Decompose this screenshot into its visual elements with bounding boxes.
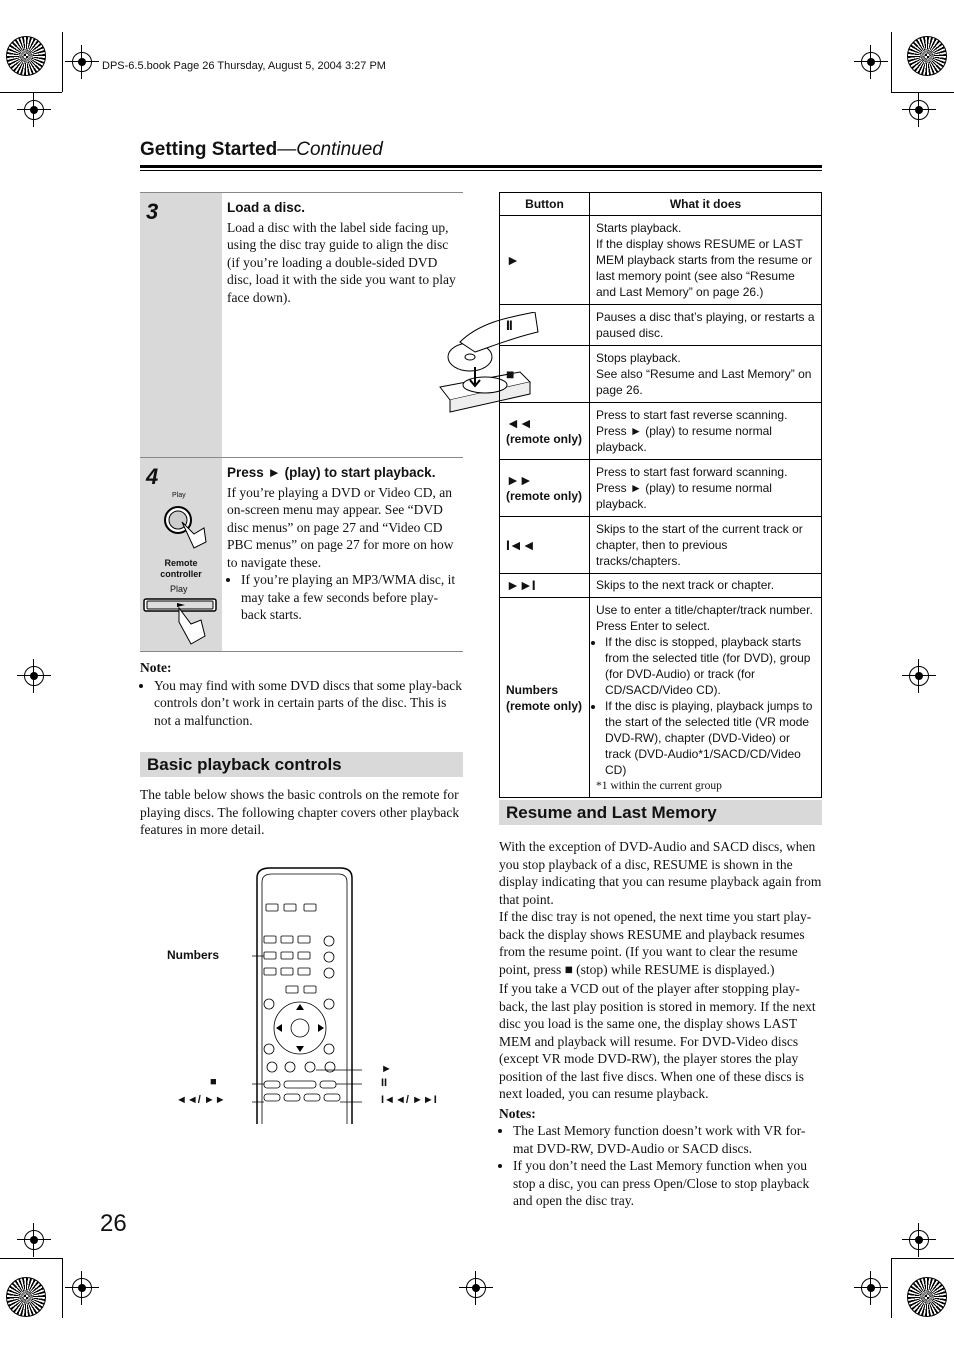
pause-icon: II	[506, 316, 512, 333]
description-cell	[590, 403, 822, 460]
resume-section-body	[499, 838, 822, 1210]
stop-icon: ■	[506, 365, 514, 382]
registration-burst-icon	[907, 1277, 947, 1317]
skip-next-icon: ►►I	[506, 577, 535, 593]
title-rule-thin	[140, 170, 822, 171]
description-bullets	[596, 634, 815, 778]
title-rule	[140, 165, 822, 168]
step-bullet: • If you’re playing an MP3/WMA disc, it may take a few seconds before play-back starts.	[241, 571, 463, 624]
file-info-line: DPS-6.5.book Page 26 Thursday, August 5, 2004 3:27 PM	[102, 60, 386, 72]
column-header-does: What it does	[590, 193, 822, 216]
table-row	[500, 460, 822, 517]
skip-previous-icon: I◄◄	[506, 536, 535, 553]
step-text: If you’re playing a DVD or Video CD, an on-screen menu may appear. See “DVD disc menus” on page 27 and “Video CD PBC menus” on page 27 for more on how to navigate these.	[227, 484, 454, 570]
table-row	[500, 517, 822, 574]
registration-target-icon	[909, 100, 929, 120]
registration-target-icon	[24, 100, 44, 120]
button-cell: Numbers (remote only)	[500, 598, 590, 798]
notes-item: • If you don’t need the Last Memory function when you stop a disc, you can press Open/Close to stop playback and open the disc tray.	[513, 1157, 822, 1210]
description-cell	[590, 517, 822, 574]
column-header-button: Button	[500, 193, 590, 216]
crop-mark	[62, 1258, 63, 1318]
button-cell	[500, 517, 590, 574]
description-cell	[590, 574, 822, 598]
steps-block	[140, 192, 463, 652]
description-bullet: • If the disc is playing, playback jumps to the start of the selected title (VR mode DVD-RW), chapter (DVD-Video) or track (DVD-Audio*1/SACD/CD/Video CD)	[605, 698, 815, 778]
description-bullet: • If the disc is stopped, playback starts from the selected title (for DVD), group (for DVD-Audio) or track (for CD/SACD/Video CD).	[605, 634, 815, 698]
crop-mark	[891, 1258, 954, 1259]
play-callout-label: ►	[381, 1063, 392, 1075]
section-title-suffix: —Continued	[277, 139, 383, 160]
step-body	[222, 458, 463, 651]
skip-callout-label: I◄◄/ ►►I	[381, 1094, 437, 1106]
description-line: See also “Resume and Last Memory” on page 26.	[596, 367, 812, 397]
table-footnote: *1 within the current group	[596, 780, 722, 792]
registration-target-icon	[861, 1278, 881, 1298]
registration-target-icon	[909, 666, 929, 686]
fast-forward-icon: ►►	[506, 472, 532, 488]
table-row	[500, 574, 822, 598]
section-title	[140, 139, 383, 161]
note-list	[140, 677, 463, 730]
resume-paragraph: If the disc tray is not opened, the next time you start play-back the display shows RESUME and playback resumes from the resume point. (If you want to clear the resume point, press ■ (stop) while RESUME is displayed.)	[499, 909, 812, 977]
step-lead: Load a disc.	[227, 200, 306, 215]
description-line: Skips to the start of the current track or chapter, then to previous tracks/chapters.	[596, 522, 803, 568]
step-number-column	[140, 458, 222, 651]
step-lead: Press ► (play) to start playback.	[227, 465, 436, 480]
description-line: Press to start fast forward scanning. Press ► (play) to resume normal playback.	[596, 465, 788, 511]
description-cell	[590, 460, 822, 517]
button-cell	[500, 305, 590, 346]
description-line: Skips to the next track or chapter.	[596, 578, 775, 592]
pause-callout-label: II	[381, 1077, 388, 1089]
description-cell	[590, 346, 822, 403]
registration-target-icon	[24, 1230, 44, 1250]
button-cell	[500, 460, 590, 517]
step-number-column	[140, 193, 222, 457]
crop-mark	[62, 32, 63, 92]
note-heading: Note:	[140, 660, 172, 675]
button-cell	[500, 574, 590, 598]
scan-callout-label: ◄◄/ ►►	[176, 1094, 226, 1106]
resume-paragraph: With the exception of DVD-Audio and SACD discs, when you stop playback of a disc, RESUME is shown in the display indicating that you can resume playback again from that point.	[499, 839, 822, 907]
note-item: • You may find with some DVD discs that some play-back controls don’t work in certain parts of the disc. This is not a malfunction.	[154, 677, 463, 730]
table-row	[500, 216, 822, 305]
description-cell	[590, 305, 822, 346]
button-cell	[500, 216, 590, 305]
notes-item: • The Last Memory function doesn’t work with VR for-mat DVD-RW, DVD-Audio or SACD discs.	[513, 1122, 822, 1157]
description-line: Starts playback.	[596, 221, 682, 235]
description-line: Press to start fast reverse scanning. Press ► (play) to resume normal playback.	[596, 408, 788, 454]
remote-only-label: (remote only)	[506, 489, 583, 503]
table-row	[500, 403, 822, 460]
step-3	[140, 192, 463, 457]
remote-control-illustration	[252, 866, 362, 1124]
button-cell	[500, 403, 590, 460]
step-body	[222, 193, 463, 457]
registration-burst-icon	[907, 36, 947, 76]
crop-mark	[891, 1258, 892, 1318]
stop-callout-label: ■	[210, 1076, 217, 1088]
remote-play-button-icon	[143, 596, 219, 646]
step-4	[140, 457, 463, 652]
description-line: Stops playback.	[596, 351, 681, 365]
resume-paragraph: If you take a VCD out of the player after stopping play-back, the last play position is stored in memory. If the next disc you load is the same one, the display shows LAST MEM and playback will resume. For DVD-Video discs (except VR mode DVD-RW), the player stores the play position of the last five discs. When one of these discs is next loaded, you can resume playback.	[499, 981, 816, 1101]
play-icon: ►	[506, 251, 519, 268]
section-title-main: Getting Started	[140, 139, 278, 160]
resume-section-heading: Resume and Last Memory	[499, 800, 822, 825]
registration-burst-icon	[6, 36, 46, 76]
description-cell	[590, 216, 822, 305]
table-row	[500, 598, 822, 798]
notes-heading: Notes:	[499, 1105, 536, 1121]
basic-controls-intro: The table below shows the basic controls on the remote for playing discs. The following chapter covers other playback features in more detail.	[140, 787, 460, 837]
registration-burst-icon	[6, 1277, 46, 1317]
registration-target-icon	[466, 1278, 486, 1298]
description-line: If the display shows RESUME or LAST MEM playback starts from the resume or last memory point (see also “Resume and Last Memory” on page 26.)	[596, 237, 813, 299]
registration-target-icon	[909, 1230, 929, 1250]
step-number: 3	[146, 199, 159, 224]
basic-controls-heading: Basic playback controls	[140, 752, 463, 777]
registration-target-icon	[861, 52, 881, 72]
step-number: 4	[146, 464, 159, 489]
remote-only-label: (remote only)	[506, 432, 583, 446]
step-text: Load a disc with the label side facing up, using the disc tray guide to align the disc (if you’re loading a double-sided DVD disc, load it with the side you want to play face down).	[227, 219, 456, 305]
crop-mark	[0, 1258, 62, 1259]
page-number: 26	[100, 1210, 127, 1237]
table-row	[500, 346, 822, 403]
remote-controller-label: Remote controller	[160, 558, 202, 579]
notes-list	[499, 1122, 822, 1210]
controls-table	[499, 192, 822, 798]
button-cell	[500, 346, 590, 403]
registration-target-icon	[72, 52, 92, 72]
table-header-row	[500, 193, 822, 216]
note-block	[140, 659, 463, 729]
crop-mark	[891, 32, 892, 92]
description-line: Pauses a disc that’s playing, or restarts a paused disc.	[596, 310, 815, 340]
remote-play-label: Play	[170, 584, 188, 594]
description-line: Use to enter a title/chapter/track number. Press Enter to select.	[596, 603, 813, 633]
description-cell	[590, 598, 822, 798]
step-bullets	[227, 571, 463, 624]
play-button-label: Play	[172, 492, 186, 499]
crop-mark	[891, 92, 954, 93]
table-row	[500, 305, 822, 346]
registration-target-icon	[72, 1278, 92, 1298]
registration-target-icon	[24, 666, 44, 686]
crop-mark	[0, 92, 62, 93]
play-button-icon	[160, 502, 210, 550]
fast-reverse-icon: ◄◄	[506, 415, 532, 431]
numbers-callout-label: Numbers	[167, 948, 220, 962]
